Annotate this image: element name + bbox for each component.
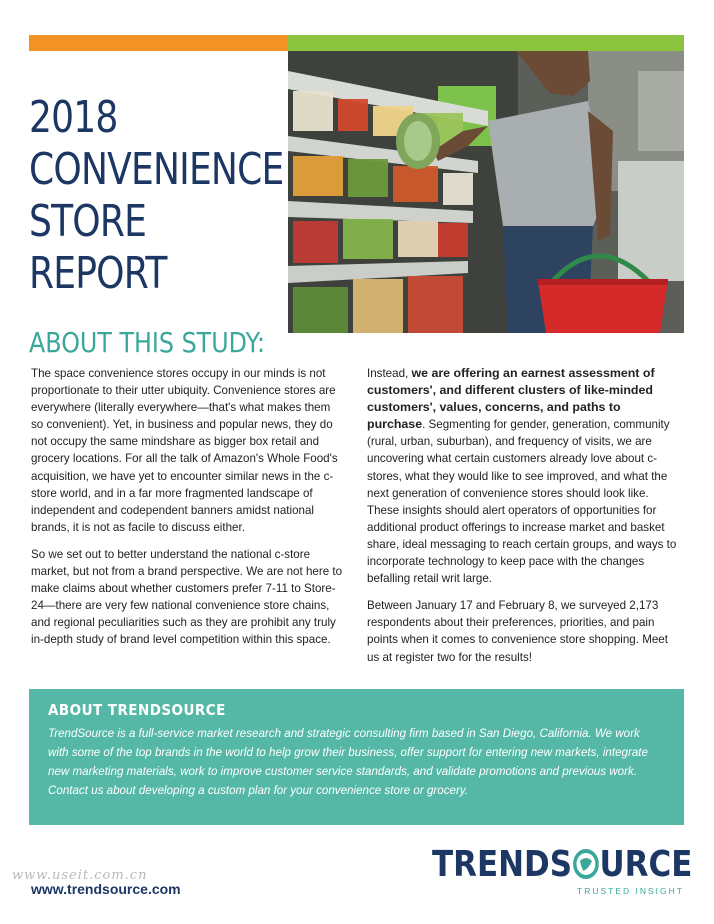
globe-icon [573,849,599,879]
study-paragraph-4: Between January 17 and February 8, we surveyed 2,173 respondents about their preferences, priorities, and pain points when it comes to convenience store shopping. Meet us at register two for the results! [367,599,668,664]
study-paragraph-2: So we set out to better understand the national c-store market, but not from a brand perspective. We are not here to make claims about whether customers prefer 7-11 to Store-24—there are very few national convenience store chains, and regional peculiarities such as they are prohibit any truly in-depth study of brand level competition within this space. [31,547,343,647]
trendsource-logo [432,844,693,899]
logo-part-1: TRENDS [432,844,573,885]
study-paragraph-3-emphasis: we are offering an earnest assessment of customers', and different clusters of like-minded customers', values, concerns, and paths to purchase [367,366,655,432]
about-trendsource-text: TrendSource is a full-service market research and strategic consulting firm based in San Diego, California. We work with some of the top brands in the world to help grow their business, offer support for entering new markets, integrate new marketing materials, work to improve customer service standards, and validate promotions and previous work. Contact us about developing a custom plan for your convenience store or grocery. [48,727,648,797]
title-line-4: REPORT [29,248,167,299]
grocery-aisle-photo [288,51,684,333]
study-paragraph-1: The space convenience stores occupy in our minds is not proportionate to their utter ubiquity. Convenience stores are everywhere (literally everywhere—that's what makes them so convenient). Yet, in business and popular news, they do not occupy the same mindshare as bigger box retail and grocery locations. For all the talk of Amazon's Whole Food's acquisition, we have yet to encounter similar news in the c-store world, and in a far more fragmented landscape of independent and codependent banners amidst national brands, it is not as facile to discuss either. [31,367,338,534]
website-link[interactable]: www.trendsource.com [31,881,181,897]
study-paragraph-3 [367,365,677,587]
about-trendsource-title: ABOUT TRENDSOURCE [48,701,226,719]
study-column-left [31,365,343,659]
accent-bar-orange [29,35,288,51]
study-column-right [367,365,677,676]
accent-bar-green [288,35,684,51]
study-paragraph-3-intro: Instead, [367,367,412,380]
about-study-heading: ABOUT THIS STUDY: [29,326,266,359]
logo-part-2: URCE [599,844,693,885]
logo-wordmark [432,845,692,885]
report-title [29,92,284,300]
title-line-2: CONVENIENCE [29,144,284,195]
logo-tagline: TRUSTED INSIGHT [577,886,684,896]
title-line-3: STORE [29,196,147,247]
photo-illustration [288,51,684,333]
watermark: www.useit.com.cn [12,868,148,883]
study-paragraph-3-rest: . Segmenting for gender, generation, community (rural, urban, suburban), and frequency of visits, we are uncovering what certain customers already love about c-stores, what they would like to see improved, and what the next generation of convenience stores should look like. These insights should alert operators of opportunities for additional product offerings to increase market and basket share, ideal messaging to reach certain groups, and ways to incorporate technology to keep pace with the changes befalling retail writ large. [367,418,677,586]
title-line-1: 2018 [29,92,118,143]
about-trendsource-box [29,689,684,825]
